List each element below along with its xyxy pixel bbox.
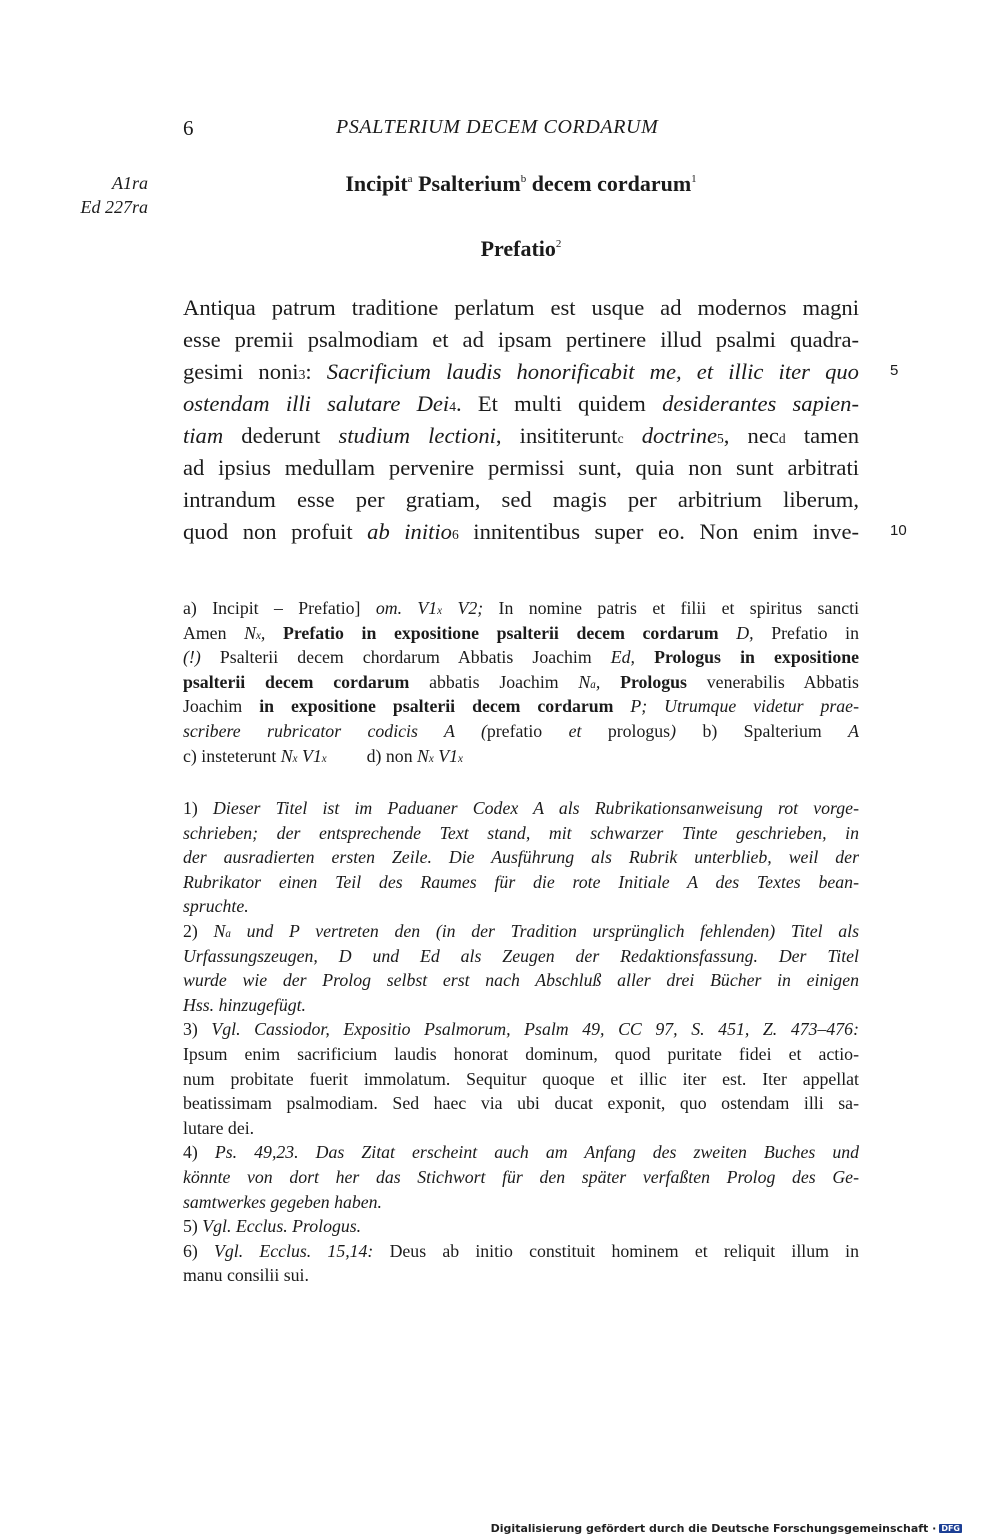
- footnote-mark-2: 2: [555, 238, 562, 250]
- footnote-number: 4): [183, 1142, 198, 1163]
- text-fragment: gesimi noni: [183, 359, 299, 384]
- footnote-number: 1): [183, 798, 198, 818]
- siglum: N: [244, 622, 256, 643]
- critical-apparatus: [183, 596, 859, 768]
- siglum: V2;: [457, 598, 484, 618]
- digitization-credit: [491, 1522, 962, 1535]
- footnote-1-line: [183, 870, 859, 895]
- text-line: [183, 420, 859, 452]
- footnote-4-line: [183, 1165, 859, 1190]
- apparatus-fragment: b) Spalterium: [702, 720, 822, 741]
- apparatus-line: [183, 694, 859, 719]
- siglum-sub: x: [437, 605, 443, 617]
- line-number-5: 5: [890, 362, 899, 379]
- text-fragment: quod non profuit: [183, 519, 353, 544]
- apparatus-fragment: d) non: [366, 745, 413, 766]
- apparatus-fragment: P; Utrumque videtur prae-: [630, 696, 859, 717]
- footnote-number: 2): [183, 920, 198, 941]
- footnote-text: der ausradierten ersten Zeile. Die Ausführung als Rubrik unterblieb, weil der: [183, 847, 859, 868]
- footnote-number: 5): [183, 1216, 198, 1237]
- footnote-1-line: [183, 894, 859, 919]
- text-fragment: dederunt: [241, 423, 321, 448]
- siglum: V1: [438, 745, 459, 766]
- siglum: N: [280, 745, 293, 766]
- footnote-3-line: [183, 1067, 859, 1092]
- apparatus-fragment: venerabilis Abbatis: [706, 671, 859, 692]
- apparatus-mark-a: a: [407, 173, 413, 185]
- siglum-sub: a: [225, 927, 231, 940]
- siglum-sub: a: [590, 678, 596, 691]
- footnote-text: Hss. hinzugefügt.: [183, 994, 306, 1015]
- siglum-sub: x: [428, 752, 434, 765]
- siglum: A: [848, 720, 859, 741]
- apparatus-line: [183, 621, 859, 646]
- quotation: desiderantes sapien-: [662, 391, 859, 416]
- siglum: N: [578, 671, 591, 692]
- margin-reference-ed227ra: Ed 227ra: [80, 197, 148, 217]
- apparatus-mark-d: d: [778, 431, 786, 446]
- siglum: N: [213, 920, 226, 941]
- apparatus-fragment: Amen: [183, 622, 227, 643]
- apparatus-fragment: ,: [595, 671, 601, 692]
- text-title: [183, 171, 859, 197]
- apparatus-fragment: scribere rubricator codicis A (: [183, 720, 487, 741]
- footnote-text: Vgl. Ecclus. 15,14:: [214, 1240, 374, 1261]
- text-line: [183, 388, 859, 420]
- text-line: [183, 516, 859, 548]
- footnote-quote: beatissimam psalmodiam. Sed haec via ubi ducat exponit, quo ostendam illi sa-: [183, 1093, 859, 1114]
- apparatus-fragment: et: [568, 720, 582, 741]
- apparatus-fragment: Joachim: [183, 696, 243, 717]
- section-heading: [183, 236, 859, 262]
- apparatus-reading: Prologus in expositione: [654, 647, 859, 668]
- text-line: intrandum esse per gratiam, sed magis per arbitrium liberum,: [183, 487, 859, 512]
- siglum-sub: x: [256, 629, 261, 642]
- apparatus-fragment: c) insteterunt: [183, 745, 277, 766]
- text-fragment: . Et multi quidem: [455, 391, 646, 416]
- footnote-3-line: [183, 1116, 859, 1141]
- line-number-10: 10: [890, 522, 907, 539]
- dfg-logo-icon: DFG: [941, 1524, 960, 1533]
- page-number: 6: [183, 116, 194, 140]
- footnote-6-line: [183, 1263, 859, 1288]
- footnote-mark-5: 5: [717, 431, 724, 446]
- quotation: Sacrificium laudis honorificabit me, et illic iter quo: [326, 359, 859, 384]
- text-fragment: :: [305, 359, 312, 384]
- footnote-mark-1: 1: [691, 173, 697, 185]
- section-heading-text: Prefatio: [480, 236, 556, 261]
- footnote-text: könnte von dort her das Stichwort für den später verfaßten Prolog des Ge-: [183, 1166, 859, 1187]
- footnote-1-line: [183, 845, 859, 870]
- footnote-quote: manu consilii sui.: [183, 1265, 309, 1286]
- running-title: PSALTERIUM DECEM CORDARUM: [336, 116, 659, 138]
- footnote-4-line: [183, 1140, 859, 1165]
- footnote-quote: Deus ab initio constituit hominem et reliquit illum in: [389, 1240, 860, 1261]
- footnote-text: Rubrikator einen Teil des Raumes für die rote Initiale A des Textes bean-: [183, 871, 859, 892]
- footnote-text: Vgl. Ecclus. Prologus.: [202, 1216, 362, 1237]
- footnote-quote: Ipsum enim sacrificium laudis honorat dominum, quod puritate fidei et actio-: [183, 1043, 859, 1064]
- text-line: Antiqua patrum traditione perlatum est usque ad modernos magni: [183, 295, 859, 320]
- siglum-sub: x: [292, 752, 298, 765]
- footnotes: [183, 796, 859, 1288]
- siglum-sub: x: [458, 752, 463, 765]
- title-word-incipit: Incipit: [345, 171, 408, 196]
- quotation: studium lectioni: [338, 423, 496, 448]
- title-word-rest: decem cordarum: [531, 171, 692, 196]
- footnote-1-line: [183, 821, 859, 846]
- apparatus-fragment: abbatis Joachim: [429, 671, 559, 692]
- footnote-text: Urfassungszeugen, D und Ed als Zeugen der Redaktionsfassung. Der Titel: [183, 945, 859, 966]
- siglum-sub: x: [321, 752, 327, 765]
- apparatus-fragment: Prefatio in: [771, 622, 859, 643]
- footnote-mark-3: 3: [298, 367, 306, 382]
- footnote-mark-6: 6: [451, 527, 459, 542]
- apparatus-line: [183, 645, 859, 670]
- siglum: V1: [302, 745, 322, 766]
- footnote-5-line: [183, 1214, 859, 1239]
- quotation: tiam: [183, 423, 224, 448]
- apparatus-line: [183, 744, 859, 769]
- footnote-2-line: [183, 919, 859, 944]
- text-fragment: , insititerunt: [495, 423, 618, 448]
- text-fragment: tamen: [803, 423, 860, 448]
- quotation: doctrine: [641, 423, 718, 448]
- apparatus-fragment: ): [670, 720, 677, 741]
- footnote-text: schrieben; der entsprechende Text stand, mit schwarzer Tinte geschrieben, in: [183, 822, 859, 843]
- apparatus-mark-b: b: [520, 173, 527, 185]
- digitization-credit-text: Digitalisierung gefördert durch die Deutsche Forschungsgemeinschaft ·: [490, 1522, 937, 1535]
- footnote-2-line: [183, 968, 859, 993]
- apparatus-fragment: prefatio: [486, 720, 543, 741]
- text-line: [183, 356, 859, 388]
- apparatus-line: [183, 596, 859, 621]
- footnote-quote: num probitate fuerit immolatum. Sequitur quoque et illic iter est. Iter appellat: [183, 1068, 859, 1089]
- footnote-number: 3): [183, 1019, 198, 1040]
- main-text: [183, 292, 859, 548]
- text-fragment: innitentibus super eo. Non enim inve-: [473, 519, 860, 544]
- siglum: D,: [736, 622, 754, 643]
- apparatus-reading: Prologus: [620, 671, 687, 692]
- siglum: om. V1: [375, 598, 438, 618]
- footnote-text: spruchte.: [183, 896, 249, 917]
- footnote-mark-4: 4: [449, 399, 456, 414]
- siglum: N: [417, 745, 429, 766]
- apparatus-mark-c: c: [617, 431, 624, 446]
- footnote-2-line: [183, 944, 859, 969]
- apparatus-fragment: (!): [183, 647, 201, 668]
- footnote-text: Vgl. Cassiodor, Expositio Psalmorum, Psalm 49, CC 97, S. 451, Z. 473–476:: [211, 1019, 859, 1040]
- footnote-3-line: [183, 1091, 859, 1116]
- footnote-quote: lutare dei.: [183, 1117, 255, 1138]
- footnote-1-line: [183, 796, 859, 821]
- text-fragment: , nec: [723, 423, 779, 448]
- apparatus-fragment: a) Incipit – Prefatio]: [183, 598, 361, 618]
- footnote-text: samtwerkes gegeben haben.: [183, 1191, 382, 1212]
- footnote-text: und P vertreten den (in der Tradition ursprünglich fehlenden) Titel als: [246, 920, 859, 941]
- footnote-text: Dieser Titel ist im Paduaner Codex A als Rubrikationsanweisung rot vorge-: [213, 798, 859, 818]
- margin-reference-a1ra: A1ra: [112, 173, 148, 193]
- apparatus-fragment: ,: [260, 622, 266, 643]
- apparatus-reading: Prefatio in expositione psalterii decem cordarum: [283, 622, 719, 643]
- apparatus-reading: in expositione psalterii decem cordarum: [259, 696, 614, 717]
- footnote-3-line: [183, 1017, 859, 1042]
- footnote-6-line: [183, 1239, 859, 1264]
- footnote-number: 6): [183, 1240, 198, 1261]
- footnote-4-line: [183, 1190, 859, 1215]
- apparatus-line: [183, 670, 859, 695]
- apparatus-reading: psalterii decem cordarum: [183, 671, 410, 692]
- footnote-text: wurde wie der Prolog selbst erst nach Abschluß aller drei Bücher in einigen: [183, 970, 859, 991]
- quotation: ab initio: [367, 519, 452, 544]
- footnote-3-line: [183, 1042, 859, 1067]
- text-line: ad ipsius medullam pervenire permissi sunt, quia non sunt arbitrati: [183, 455, 859, 480]
- text-line: esse premii psalmodiam et ad ipsam pertinere illud psalmi quadra-: [183, 327, 859, 352]
- siglum: Ed,: [610, 647, 635, 668]
- apparatus-line: [183, 719, 859, 744]
- apparatus-fragment: Psalterii decem chordarum Abbatis Joachim: [219, 647, 592, 668]
- footnote-2-line: [183, 993, 859, 1018]
- apparatus-fragment: In nomine patris et filii et spiritus sancti: [498, 598, 860, 618]
- title-word-psalterium: Psalterium: [418, 171, 521, 196]
- quotation: ostendam illi salutare Dei: [183, 391, 450, 416]
- footnote-text: Ps. 49,23. Das Zitat erscheint auch am Anfang des zweiten Buches und: [214, 1142, 859, 1163]
- apparatus-fragment: prologus: [607, 720, 671, 741]
